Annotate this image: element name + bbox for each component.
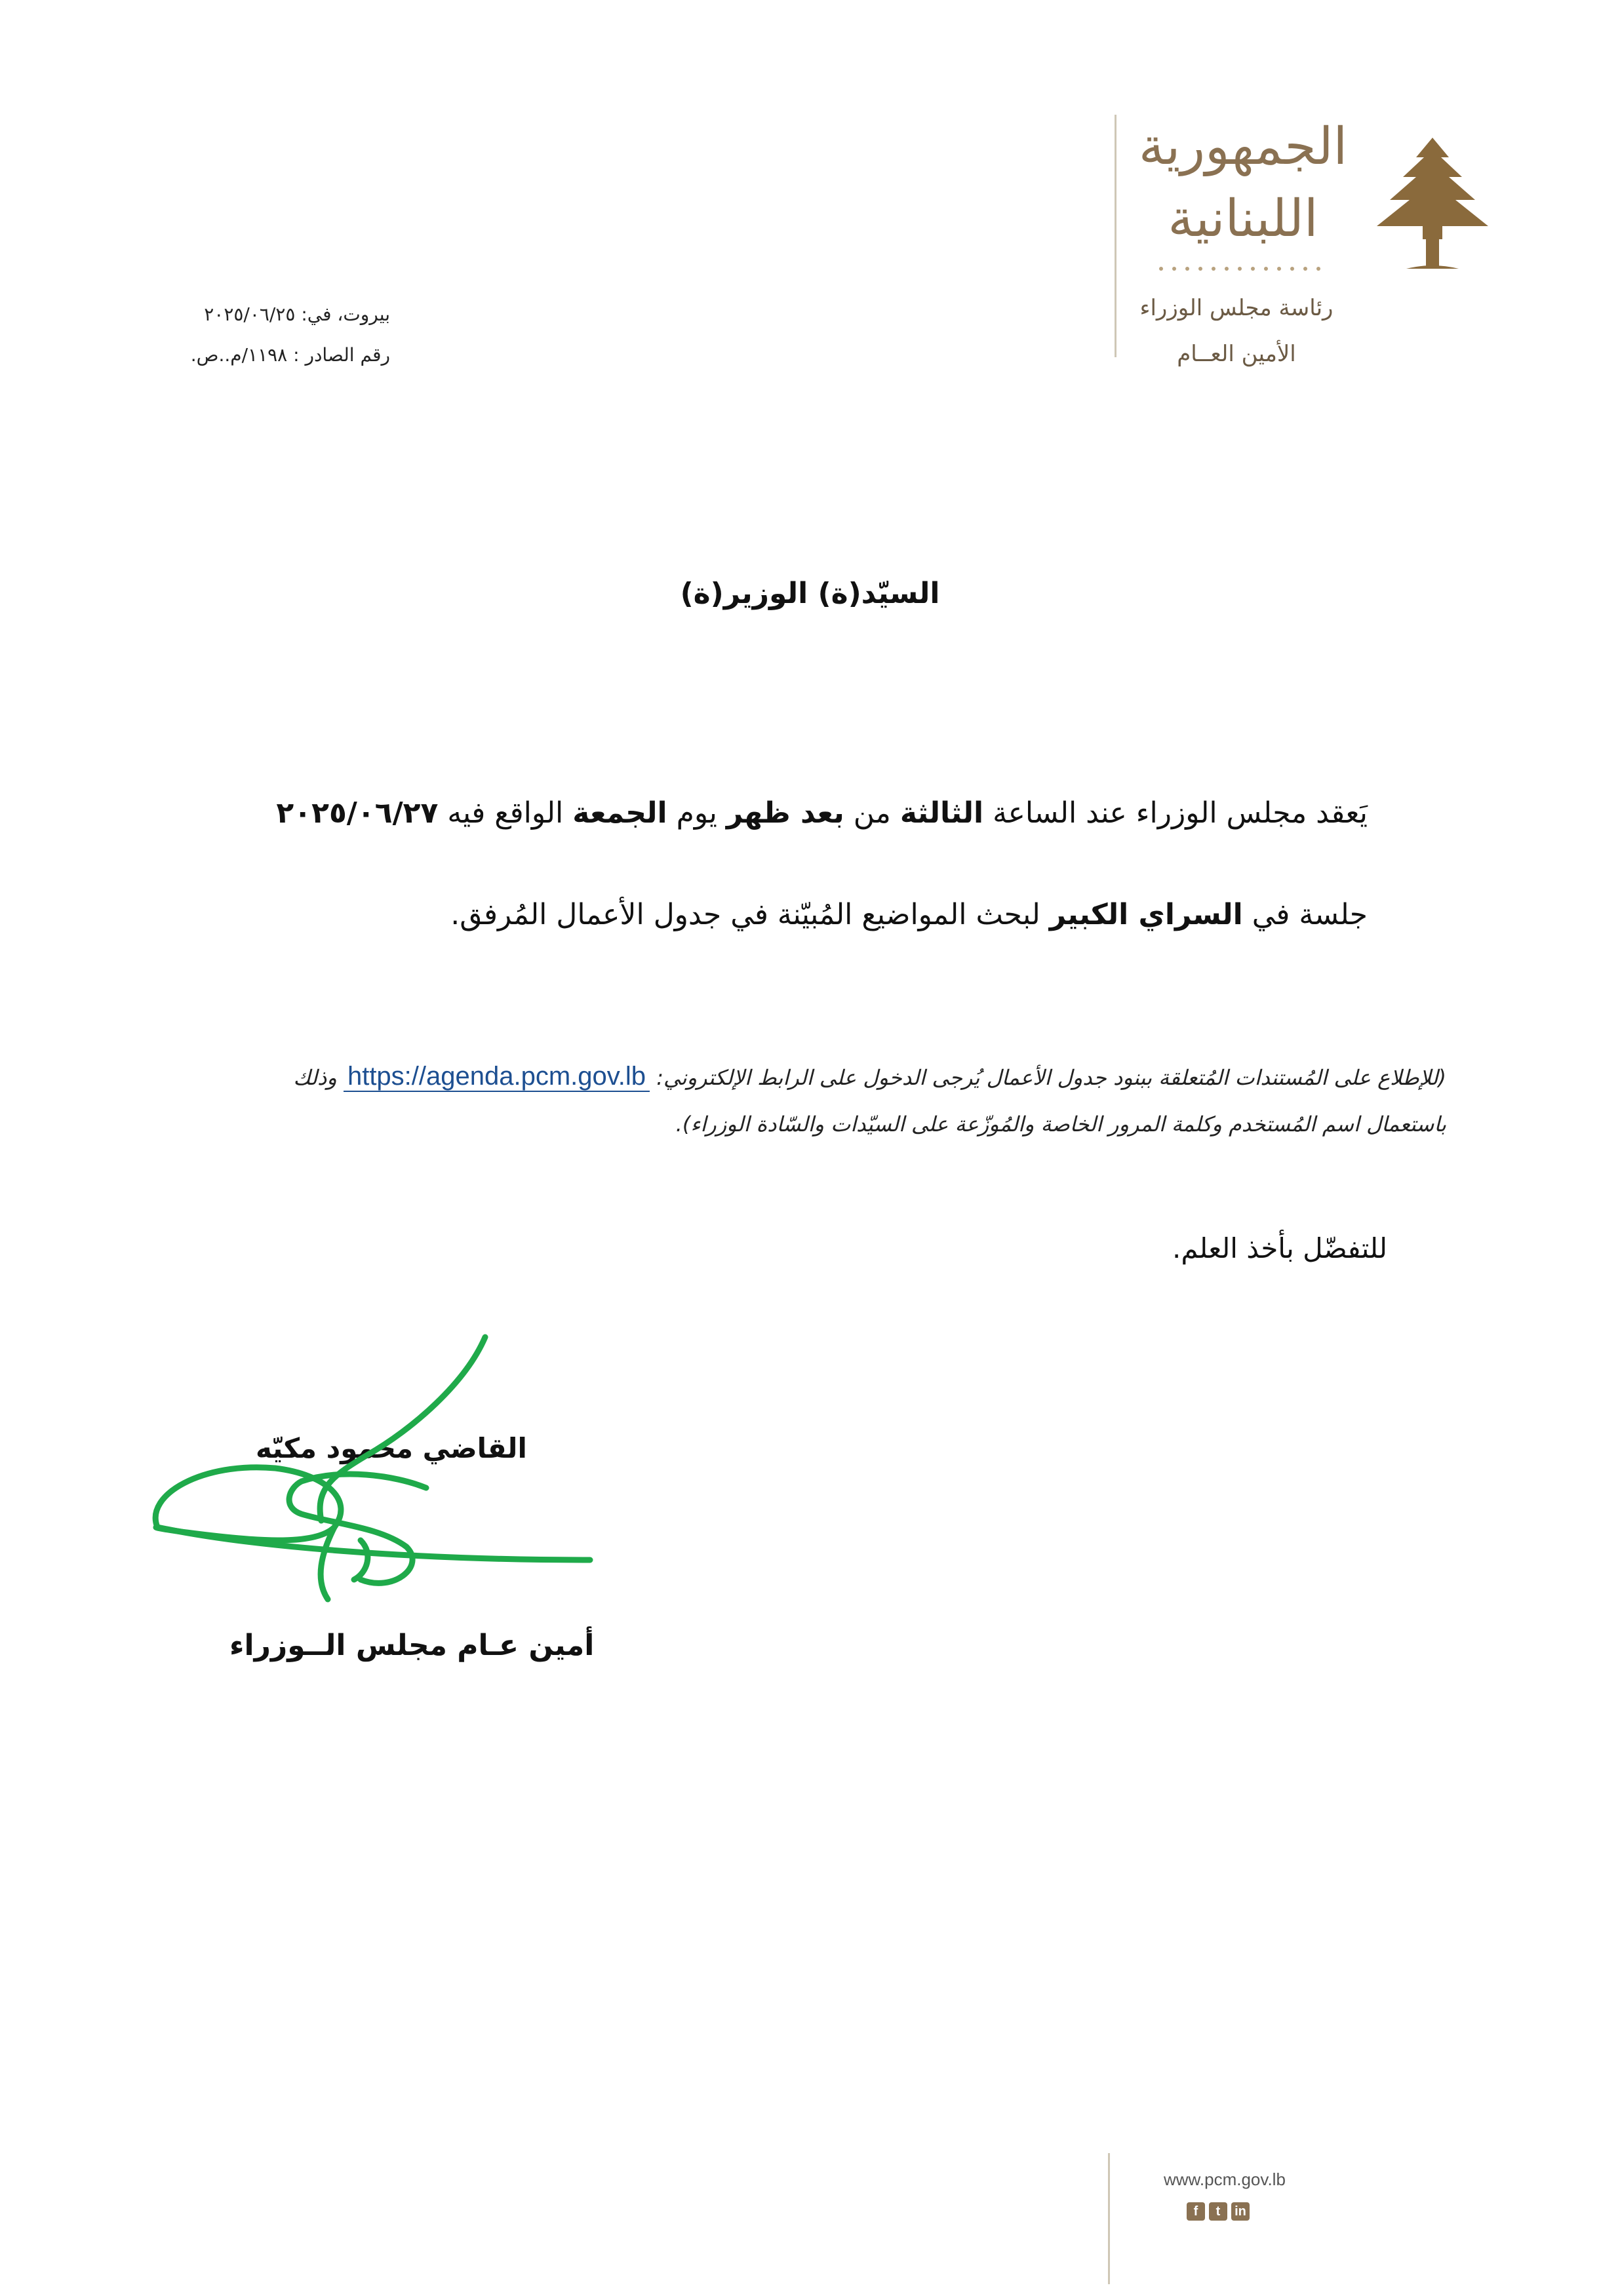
p1-day: الجمعة: [572, 796, 667, 830]
letter-date: بيروت، في: ٢٠٢٥/٠٦/٢٥: [204, 303, 390, 325]
p1-text-a: يَعقد مجلس الوزراء عند الساعة: [983, 796, 1368, 830]
facebook-icon[interactable]: f: [1187, 2202, 1205, 2221]
social-icons: [1187, 2202, 1250, 2221]
body-paragraph-1: [188, 796, 1368, 830]
body-paragraph-2: [188, 898, 1368, 931]
footer-website[interactable]: www.pcm.gov.lb: [1164, 2170, 1286, 2189]
header-divider: [1115, 115, 1116, 357]
note-text-before: (للإطلاع على المُستندات المُتعلقة ببنود جدول الأعمال يُرجى الدخول على الرابط الإلكتروني:: [656, 1065, 1446, 1090]
signatory-title: أمين عـام مجلس الــوزراء: [229, 1629, 595, 1662]
p2-text-c: لبحث المواضيع المُبيّنة في جدول الأعمال المُرفق.: [450, 898, 1050, 931]
addressee: السيّد(ة) الوزير(ة): [680, 577, 940, 610]
cedar-logo-icon: [1370, 134, 1495, 275]
p1-date: ٢٠٢٥/٠٦/٢٧: [276, 796, 439, 830]
p1-text-c: من: [844, 796, 900, 830]
twitter-icon[interactable]: t: [1209, 2202, 1227, 2221]
republic-calligraphy-line1: الجمهورية: [1138, 117, 1348, 176]
closing-phrase: للتفضّل بأخذ العلم.: [1172, 1232, 1387, 1264]
signatory-name: القاضي محمود مكيّه: [256, 1432, 527, 1464]
agenda-link[interactable]: https://agenda.pcm.gov.lb: [344, 1062, 650, 1092]
presidency-label: رئاسة مجلس الوزراء: [1139, 295, 1334, 321]
p2-venue: السراي الكبير: [1049, 898, 1243, 931]
note-line-1: [161, 1055, 1446, 1097]
footer-divider: [1108, 2153, 1110, 2284]
p1-text-e: يوم: [667, 796, 726, 830]
linkedin-icon[interactable]: in: [1231, 2202, 1250, 2221]
p2-text-a: جلسة في: [1242, 898, 1368, 931]
handwritten-signature: [118, 1331, 603, 1619]
secretary-general-label: الأمين العــام: [1177, 341, 1296, 367]
note-text-after: وذلك: [293, 1065, 337, 1090]
note-line-2: باستعمال اسم المُستخدم وكلمة المرور الخاصة والمُوزّعة على السيّدات والسّادة الوزراء).: [675, 1112, 1446, 1137]
p1-afternoon: بعد ظهر: [726, 796, 844, 830]
reference-number: رقم الصادر : ١١٩٨/م..ص.: [190, 344, 390, 366]
ornament-divider: [1148, 262, 1338, 275]
p1-text-g: الواقع فيه: [438, 796, 573, 830]
p1-time: الثالثة: [899, 796, 984, 830]
republic-calligraphy-line2: اللبنانية: [1168, 189, 1318, 248]
